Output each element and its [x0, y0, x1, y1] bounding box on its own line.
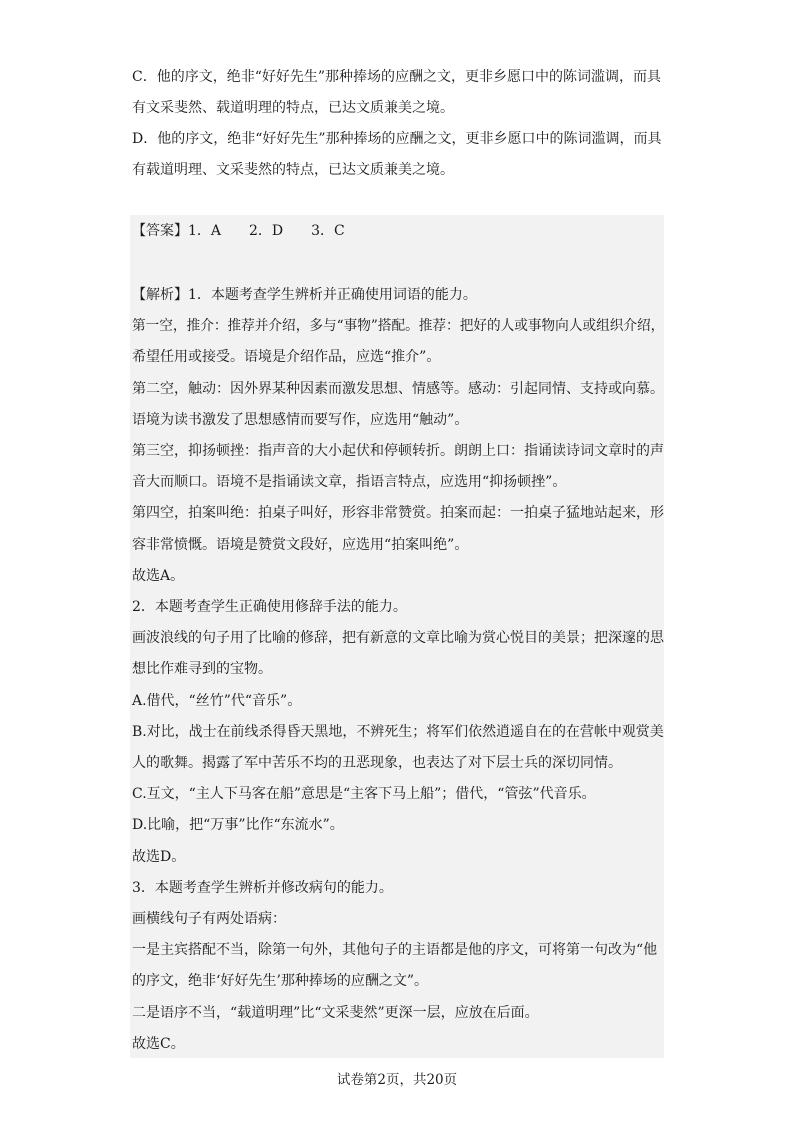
- analysis-line: 故选D。: [132, 848, 186, 865]
- option-d-line-2: 有载道明理、文采斐然的特点，已达文质兼美之境。: [132, 162, 454, 178]
- option-c: [132, 62, 664, 124]
- option-c-line-1: C．他的序文，绝非“好好先生”那种捧场的应酬之文，更非乡愿口中的陈词滥调，而具: [132, 69, 662, 85]
- analysis-line: 容非常愤慨。语境是赞赏文段好，应选用“拍案叫绝”。: [132, 536, 469, 553]
- analysis-line: 第四空，拍案叫绝：拍桌子叫好，形容非常赞赏。拍案而起：一拍桌子猛地站起来，形: [132, 505, 664, 522]
- analysis-section: [132, 280, 664, 1060]
- analysis-line: 二是语序不当，“载道明理”比“文采斐然”更深一层，应放在后面。: [132, 1004, 539, 1021]
- option-c-line-2: 有文采斐然、载道明理的特点，已达文质兼美之境。: [132, 100, 454, 116]
- answer-key: 【答案】1．A 2．D 3．C: [132, 223, 345, 239]
- analysis-line: 音大而顺口。语境不是指诵读文章，指语言特点，应选用“抑扬顿挫”。: [132, 474, 567, 491]
- analysis-line: D.比喻，把“万事”比作“东流水”。: [132, 817, 344, 834]
- page-footer: 试卷第2页，共20页: [336, 1072, 458, 1088]
- analysis-line: 故选C。: [132, 1035, 185, 1052]
- analysis-line: 故选A。: [132, 567, 185, 584]
- analysis-line: B.对比，战士在前线杀得昏天黑地，不辨死生；将军们依然逍遥自在的在营帐中观赏美: [132, 723, 664, 740]
- analysis-line: 希望任用或接受。语境是介绍作品，应选“推介”。: [132, 349, 441, 366]
- option-d: [132, 124, 664, 186]
- analysis-line: 人的歌舞。揭露了军中苦乐不均的丑恶现象，也表达了对下层士兵的深切同情。: [132, 755, 622, 772]
- analysis-line: 2．本题考查学生正确使用修辞手法的能力。: [132, 599, 407, 616]
- analysis-line: 画横线句子有两处语病：: [132, 911, 286, 928]
- analysis-line: A.借代，“丝竹”代“音乐”。: [132, 692, 302, 709]
- analysis-line: 的序文，绝非‘好好先生’那种捧场的应酬之文”。: [132, 973, 429, 990]
- analysis-line: 【解析】1．本题考查学生辨析并正确使用词语的能力。: [132, 287, 477, 303]
- analysis-line: 语境为读书激发了思想感情而要写作，应选用“触动”。: [132, 411, 469, 428]
- analysis-line: 第二空，触动：因外界某种因素而激发思想、情感等。感动：引起同情、支持或向慕。: [132, 380, 664, 397]
- analysis-line: 想比作难寻到的宝物。: [132, 661, 272, 678]
- option-d-line-1: D．他的序文，绝非“好好先生”那种捧场的应酬之文，更非乡愿口中的陈词滥调，而具: [132, 131, 662, 147]
- analysis-line: 3．本题考查学生辨析并修改病句的能力。: [132, 879, 393, 896]
- analysis-line: C.互文，“主人下马客在船”意思是“主客下马上船”；借代，“管弦”代音乐。: [132, 786, 596, 803]
- analysis-line: 画波浪线的句子用了比喻的修辞，把有新意的文章比喻为赏心悦目的美景；把深邃的思: [132, 630, 664, 647]
- analysis-line: 第一空，推介：推荐并介绍，多与“事物”搭配。推荐：把好的人或事物向人或组织介绍，: [132, 318, 665, 335]
- analysis-line: 第三空，抑扬顿挫：指声音的大小起伏和停顿转折。朗朗上口：指诵读诗词文章时的声: [132, 443, 664, 460]
- analysis-line: 一是主宾搭配不当，除第一句外，其他句子的主语都是他的序文，可将第一句改为“他: [132, 942, 658, 959]
